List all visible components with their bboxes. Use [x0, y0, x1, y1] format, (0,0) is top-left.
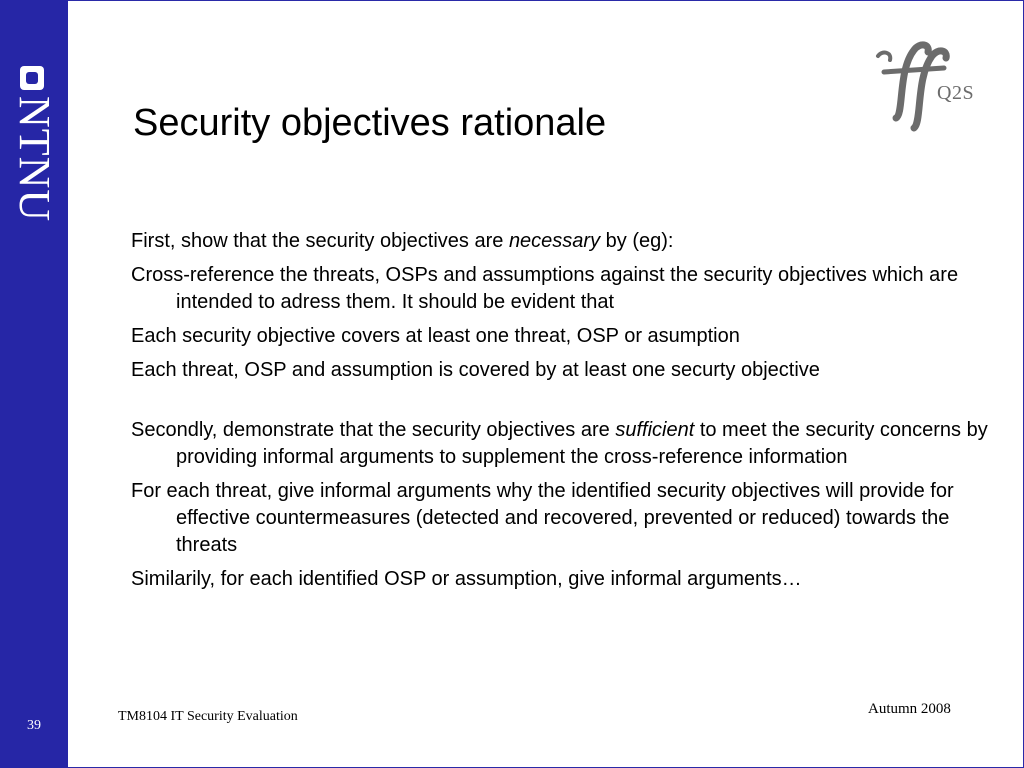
ntnu-brand-text: NTNU	[10, 96, 59, 223]
slide-number: 39	[27, 718, 41, 733]
body-paragraph: Cross-reference the threats, OSPs and assumptions against the security objectives which are intended to adress them. It should be evident that	[131, 264, 959, 313]
body-paragraph: Each threat, OSP and assumption is covered by at least one securty objective	[131, 359, 820, 381]
emphasis-text: sufficient	[615, 419, 695, 441]
q2s-logo-icon	[870, 30, 995, 140]
slide-title: Security objectives rationale	[133, 102, 607, 144]
body-paragraph	[131, 228, 991, 255]
body-paragraph: For each threat, give informal arguments why the identified security objectives will provide for effective countermeasures (detected and recovered, prevented or reduced) towards the threats	[131, 480, 954, 556]
footer-course: TM8104 IT Security Evaluation	[118, 709, 298, 724]
text-segment: to meet the security concerns by providing informal arguments to supplement the cross-reference information	[176, 419, 988, 468]
footer-term: Autumn 2008	[868, 701, 951, 717]
ntnu-logo-icon	[20, 66, 44, 90]
text-segment: by (eg):	[600, 230, 674, 252]
q2s-logo-text: Q2S	[937, 82, 975, 104]
body-paragraph	[131, 417, 991, 471]
text-segment: First, show that the security objectives are	[131, 230, 509, 252]
emphasis-text: necessary	[508, 230, 601, 252]
body-paragraph: Each security objective covers at least one threat, OSP or asumption	[131, 325, 740, 347]
body-paragraph: Similarily, for each identified OSP or assumption, give informal arguments…	[131, 568, 802, 590]
slide-body	[131, 228, 991, 600]
ntnu-sidebar	[0, 0, 68, 768]
text-segment: Secondly, demonstrate that the security objectives are	[131, 419, 616, 441]
